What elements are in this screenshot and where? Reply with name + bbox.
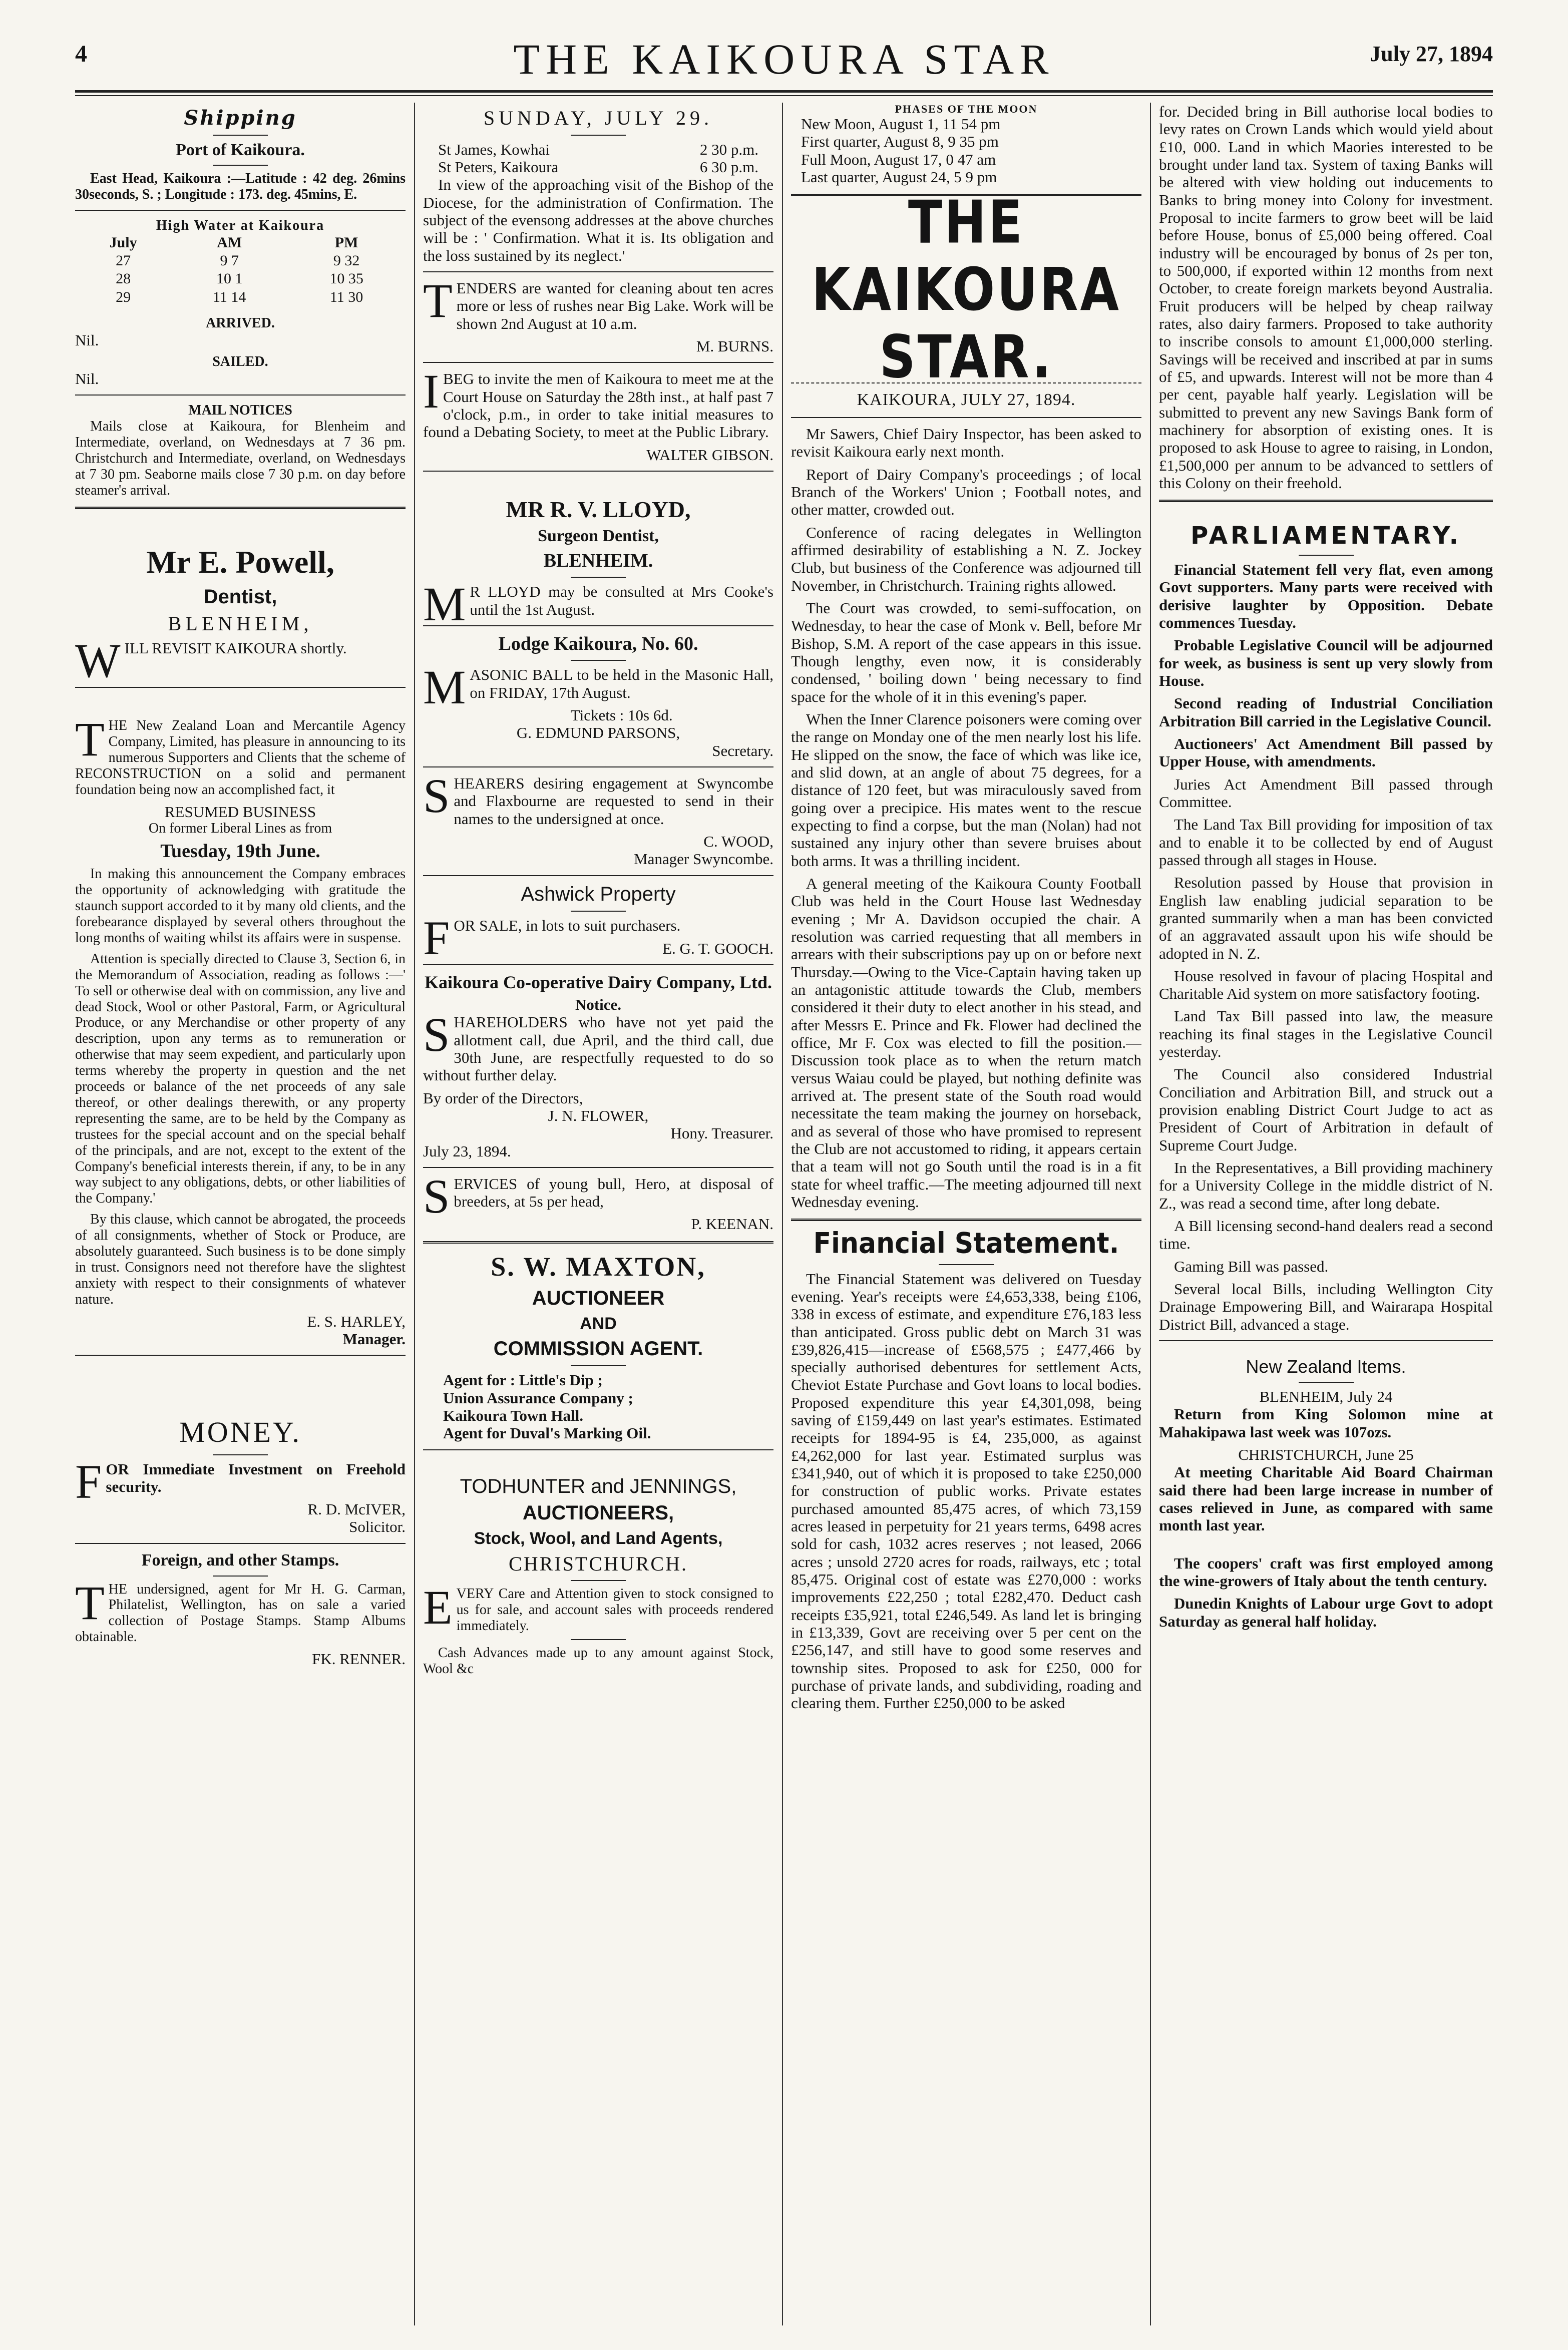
shearers-signature-title: Manager Swyncombe. <box>634 850 773 868</box>
ashwick-signature: E. G. T. GOOCH. <box>662 939 773 957</box>
parliamentary-paragraph: Auctioneers' Act Amendment Bill passed by Upper House, with amendments. <box>1159 734 1493 770</box>
news-paragraph: When the Inner Clarence poisoners were coming over the range on Monday one of the men nearly lost his life. He slipped on the snow, the face of which was like ice, and slid down, at an angle of about 75 degrees, for a distance of 120 feet, but was miraculously saved from going over a precipice. His mates went to the rescue expecting to find a corpse, but the man (Nolan) had not sustained any injury other than severe bruises about both arms. It was a thrilling incident. <box>791 710 1141 870</box>
column-2 <box>423 103 773 2325</box>
money-signature-name: R. D. McIVER, <box>307 1500 406 1518</box>
service-time: 6 30 p.m. <box>699 158 758 176</box>
divider <box>571 1580 626 1581</box>
parliamentary-paragraph: Probable Legislative Council will be adjourned for week, as business is sent up very slowly from House. <box>1159 636 1493 689</box>
divider <box>75 1355 406 1356</box>
table-cell: July <box>109 234 137 251</box>
moon-line: New Moon, August 1, 11 54 pm <box>801 115 1001 133</box>
sunday-text: In view of the approaching visit of the Bishop of the Diocese, for the administration of Confirmation. The subject of the evensong addresses at the above churches will be : ' Confirmation. What it is. Its obligation and the loss sustained by its neglect.' <box>423 176 773 264</box>
money-text: FOR Immediate Investment on Freehold security. <box>75 1454 406 1508</box>
divider <box>571 1365 626 1366</box>
debating-signature: WALTER GIBSON. <box>646 446 773 464</box>
divider <box>75 507 406 509</box>
financial-text: The Financial Statement was delivered on Tuesday evening. Year's receipts were £4,653,338, being £106, 338 in excess of estimate, and expenditure £76,183 less than anticipated. Gross public debt on March 31 was £39,826,415—increase of £568,575 ; £477,466 by specially authorised debentures for settlement Acts, Cheviot Estate Purchase and Govt loans to local bodies. Proposed expenditure this year £4,301,098, being saving of £159,449 on last year's estimates. Estimated receipts for 1894-95 is £4, 235,000, as against £4,262,000 for last year. Estimated surplus was £341,940, out of which it is proposed to take £250,000 for construction of public works. Private estates purchased amounted 85,475 acres, of which 73,159 acres leased in perpetuity for 21 years terms, 6498 acres sold for cash, 1032 acres reserves ; not leased, 2066 acres ; unsold 2720 acres for roads, railways, etc ; total 85,475. Original cost of estate was £270,000 : works improvements £22,250 ; total £282,470. Deduct cash receipts £35,921, total £246,549. As land let is bringing in £13,339, Govt are receiving over 5 per cent on the £256,147, and still have to good some reserves and township sites. Proposed to ask for £250, 000 for purchase of private lands, and subdividing, roading and clearing them. Further £250,000 to be asked <box>791 1270 1141 1712</box>
service-church: St Peters, Kaikoura <box>438 158 559 176</box>
arrived-label: ARRIVED. <box>206 315 275 331</box>
loan-signature-name: E. S. HARLEY, <box>307 1312 406 1330</box>
parliamentary-paragraph: Several local Bills, including Wellington City Drainage Empowering Bill, and Wairarapa Hospital District Bill, advanced a stage. <box>1159 1280 1493 1333</box>
service-row <box>423 141 773 158</box>
divider <box>571 1639 626 1640</box>
parliamentary-paragraph: The Land Tax Bill providing for imposition of tax and to enable it to be collected by end of August passed through all stages in House. <box>1159 816 1493 869</box>
news-paragraph: Report of Dairy Company's proceedings ; of local Branch of the Workers' Union ; Football notes, and other matter, crowded out. <box>791 465 1141 519</box>
divider <box>423 964 773 965</box>
divider <box>423 271 773 272</box>
todhunter-name: TODHUNTER and JENNINGS, <box>460 1475 737 1497</box>
table-cell: 10 1 <box>216 270 243 287</box>
divider <box>423 1167 773 1168</box>
dairy-title: Kaikoura Co-operative Dairy Company, Ltd. <box>424 972 772 992</box>
parliamentary-paragraph: In the Representatives, a Bill providing machinery for a University College in the middle district of N. Z., was read a second time, after long debate. <box>1159 1159 1493 1212</box>
financial-title: Financial Statement. <box>813 1227 1119 1261</box>
divider <box>423 471 773 472</box>
loan-date: Tuesday, 19th June. <box>160 840 320 862</box>
parliamentary-paragraph: Juries Act Amendment Bill passed through Committee. <box>1159 775 1493 811</box>
news-paragraph: The Court was crowded, to semi-suffocation, on Wednesday, to hear the case of Monk v. Bell, before Mr Bishop, S.M. A report of the case appears in this issue. Though lengthy, even now, it is considerably condensed, ' boiling down ' being necessary to find space for the whole of it in this evening's paper. <box>791 599 1141 705</box>
moon-title: PHASES OF THE MOON <box>895 103 1038 115</box>
loan-body-4: By this clause, which cannot be abrogated, the proceeds of all consignments, whether of Stock or Produce, are absolutely guaranteed. Such business is to be done simply in trust. Consignors need not therefore have the slightest anxiety with respect to their consignments of whatever nature. <box>75 1212 406 1307</box>
column-divider <box>782 103 783 2325</box>
financial-continued: for. Decided bring in Bill authorise local bodies to levy rates on Crown Lands which would yield about £10, 000. Land in which Maories interested to be brought under land tax. System of taxing Banks will be altered with view holding out inducements to Banks to bring money into Colony for investment. Proposal to incite farmers to grow beet will be laid before House, bonus of £5,000 being offered. Coal industry will be encouraged by bonus of 2s per ton, to 500,000, if exported within 12 months from next October, to create foreign markets beyond Australia. Fruit producers will be helped by cheap railway rates, also dairy farmers. Proposed to take authority to inscribe consols to amount £1,000,000 sterling. Savings will be received and inscribed at par in sums of £5, and upwards. Interest will not be more than 4 per cent, payable half yearly. Legislation will be submitted to prevent any new Savings Bank form of machinery for absorption of existing ones. It is proposed to ask House to agree to raising, in London, £1,500,000 per annum to be advanced to settlers of this Colony on their freehold. <box>1159 103 1493 492</box>
shipping-title: Shipping <box>184 106 297 130</box>
lodge-signature-name: G. EDMUND PARSONS, <box>516 724 680 742</box>
loan-signature-title: Manager. <box>342 1330 406 1348</box>
tenders-signature: M. BURNS. <box>696 337 773 355</box>
table-cell: 28 <box>116 270 131 287</box>
table-cell: PM <box>334 234 358 251</box>
table-cell: AM <box>217 234 242 251</box>
column-1 <box>75 103 406 2325</box>
lloyd-place: BLENHEIM. <box>543 550 653 572</box>
todhunter-line-1: AUCTIONEERS, <box>522 1502 674 1524</box>
dairy-date: July 23, 1894. <box>423 1142 511 1160</box>
stamps-signature: FK. RENNER. <box>312 1650 406 1668</box>
service-time: 2 30 p.m. <box>699 140 758 158</box>
stamps-title: Foreign, and other Stamps. <box>141 1550 339 1570</box>
maxton-line-1: AUCTIONEER <box>532 1287 665 1310</box>
todhunter-line-3: CHRISTCHURCH. <box>509 1552 688 1575</box>
hero-signature: P. KEENAN. <box>691 1215 773 1233</box>
lodge-text: MASONIC BALL to be held in the Masonic Hall, on FRIDAY, 17th August. <box>423 660 773 714</box>
divider <box>75 687 406 688</box>
parliamentary-title: PARLIAMENTARY. <box>1191 522 1461 550</box>
divider <box>75 395 406 396</box>
money-signature-title: Solicitor. <box>349 1518 406 1536</box>
divider <box>939 1264 994 1265</box>
news-paragraph: Mr Sawers, Chief Dairy Inspector, has been asked to revisit Kaikoura early next month. <box>791 425 1141 461</box>
divider <box>423 625 773 626</box>
powell-text: WILL REVISIT KAIKOURA shortly. <box>75 633 347 687</box>
loan-body-3: Attention is specially directed to Clause 3, Section 6, in the Memorandum of Association, reading as follows :—' To sell or otherwise deal with on commission, any live and dead Stock, Wool or other Pastoral, Farm, or Agricultural Produce, or any Merchandise or other property of any description, upon any terms as to remuneration or otherwise that may seem expedient, and particularly upon terms whereby the property in question and the net proceeds or balance of the net proceeds of any sale thereof, or other dealings therewith, or any property representing the same, are to be held by the Company as trustees for the special account and on the special behalf of the principals, and are not, except to the extent of the Company's beneficial interests therein, if any, to be in any way subject to any obligations, debts, or other liabilities of the Company.' <box>75 951 406 1207</box>
loan-body-1: THE New Zealand Loan and Mercantile Agency Company, Limited, has pleasure in announcing to its numerous Supporters and Clients that the scheme of RECONSTRUCTION on a solid and permanent foundation being now an accomplished fact, it <box>75 712 406 798</box>
header-rule-thin <box>75 95 1493 96</box>
lodge-title: Lodge Kaikoura, No. 60. <box>498 633 698 654</box>
divider <box>213 135 268 136</box>
dairy-text: SHAREHOLDERS who have not yet paid the allotment call, due April, and the third call, due 30th June, are respectfully requested to do so without further delay. <box>423 1008 773 1084</box>
table-cell: 9 32 <box>333 252 360 269</box>
column-divider <box>414 103 415 2325</box>
todhunter-cash: Cash Advances made up to any amount against Stock, Wool &c <box>423 1645 773 1677</box>
loan-on-former: On former Liberal Lines as from <box>148 821 332 837</box>
sailed-value: Nil. <box>75 369 99 387</box>
lloyd-title: Surgeon Dentist, <box>538 527 659 546</box>
sailed-label: SAILED. <box>212 354 268 370</box>
maxton-line-3: COMMISSION AGENT. <box>493 1337 703 1360</box>
header-rule <box>75 90 1493 93</box>
table-cell: 27 <box>116 252 131 269</box>
todhunter-text: EVERY Care and Attention given to stock consigned to us for sale, and account sales with proceeds rendered immediately. <box>423 1581 773 1635</box>
maxton-agent-line: Agent for Duval's Marking Oil. <box>443 1424 651 1442</box>
divider <box>423 766 773 767</box>
nz-item-text: At meeting Charitable Aid Board Chairman said there had been large increase in number of cases relieved in June, as compared with same month last year. <box>1159 1463 1493 1534</box>
lodge-tickets: Tickets : 10s 6d. <box>570 706 673 724</box>
dairy-by-order: By order of the Directors, <box>423 1089 583 1107</box>
divider <box>791 1219 1141 1221</box>
lloyd-name: MR R. V. LLOYD, <box>506 496 691 522</box>
divider <box>571 577 626 578</box>
parliamentary-paragraph: Second reading of Industrial Conciliation Arbitration Bill carried in the Legislative Council. <box>1159 694 1493 730</box>
parliamentary-paragraph: The Council also considered Industrial Conciliation and Arbitration Bill, and struck out a provision enabling District Court Judge to act as President of Court of Arbitration in default of Supreme Court Judge. <box>1159 1065 1493 1154</box>
maxton-agent-line: Agent for : Little's Dip ; <box>443 1371 603 1389</box>
parliamentary-paragraph: Land Tax Bill passed into law, the measure reaching its final stages in the Legislative Council yesterday. <box>1159 1007 1493 1061</box>
divider <box>571 911 626 912</box>
tail-paragraph: The coopers' craft was first employed among the wine-growers of Italy about the tenth century. <box>1159 1554 1493 1590</box>
news-paragraph: Conference of racing delegates in Wellington affirmed desirability of establishing a N. Z. Jockey Club, but business of the Conference was adjourned till November, in Christchurch. Training rights allowed. <box>791 523 1141 594</box>
lloyd-text: MR LLOYD may be consulted at Mrs Cooke's until the 1st August. <box>423 577 773 631</box>
service-row <box>423 158 773 176</box>
divider <box>571 660 626 661</box>
divider <box>423 362 773 363</box>
nz-items-title: New Zealand Items. <box>1246 1356 1406 1377</box>
hero-text: SERVICES of young bull, Hero, at disposal of breeders, at 5s per head, <box>423 1169 773 1223</box>
service-church: St James, Kowhai <box>438 140 550 158</box>
table-cell: 9 7 <box>220 252 239 269</box>
shearers-signature-name: C. WOOD, <box>703 832 773 850</box>
parliamentary-paragraph: A Bill licensing second-hand dealers read a second time. <box>1159 1217 1493 1253</box>
divider <box>1299 555 1354 556</box>
table-cell: 11 30 <box>329 288 363 305</box>
divider <box>423 875 773 876</box>
divider <box>1299 1382 1354 1383</box>
powell-title: Dentist, <box>203 585 277 608</box>
maxton-line-2: AND <box>580 1314 617 1333</box>
parliamentary-paragraph: Financial Statement fell very flat, even among Govt supporters. Many parts were received with derisive laughter by Opposition. Debate commences Tuesday. <box>1159 560 1493 631</box>
table-cell: 10 35 <box>329 270 363 287</box>
table-row <box>75 252 406 270</box>
parliamentary-paragraph: House resolved in favour of placing Hospital and Charitable Aid system on more satisfactory footing. <box>1159 967 1493 1003</box>
header-date: July 27, 1894 <box>1370 42 1493 66</box>
maxton-agent-line: Kaikoura Town Hall. <box>443 1406 583 1424</box>
lodge-signature-title: Secretary. <box>712 741 773 759</box>
editorial-dateline: KAIKOURA, JULY 27, 1894. <box>857 390 1076 410</box>
table-header-row <box>75 234 406 252</box>
news-paragraph: A general meeting of the Kaikoura County Football Club was held in the Court House last Wednesday evening ; Mr A. Davidson occupied the chair. A resolution was carried requesting that all members in arrears with their subscriptions pay up on or before next Thursday.—Owing to the Vice-Captain having taken up an antagonistic attitude towards the Club, members considered it their duty to elect another in his stead, and after Messrs E. Prince and Fk. Flower had declined the office, Mr F. Cox was elected to fill the position.—Discussion took place as to when the return match versus Waiau could be played, but nothing definite was arrived at. The present state of the South road would necessitate the team making the journey on horseback, and as several of those who have promised to represent the Club are not accustomed to riding, it appears certain that a team will not go South until the road is in a fit state for wheel traffic.—The meeting adjourned till next Wednesday evening. <box>791 875 1141 1211</box>
parliamentary-paragraph: Gaming Bill was passed. <box>1174 1257 1329 1275</box>
sunday-title: SUNDAY, JULY 29. <box>483 107 713 129</box>
money-title: MONEY. <box>179 1416 301 1449</box>
divider <box>213 165 268 166</box>
column-4 <box>1159 103 1493 2325</box>
divider <box>423 1241 773 1244</box>
divider <box>75 1543 406 1544</box>
dairy-notice: Notice. <box>575 995 622 1013</box>
shearers-text: SHEARERS desiring engagement at Swyncombe and Flaxbourne are requested to send in their names to the undersigned at once. <box>423 768 773 828</box>
nz-item-text: Return from King Solomon mine at Mahakipawa last week was 107ozs. <box>1159 1405 1493 1441</box>
moon-line: Last quarter, August 24, 5 9 pm <box>801 168 997 186</box>
divider <box>213 1576 268 1577</box>
divider <box>1159 1340 1493 1341</box>
debating-text: IBEG to invite the men of Kaikoura to meet me at the Court House on Saturday the 28th inst., at half past 7 o'clock, p.m., in order to take initial measures to found a Debating Society, to meet at the Public Library. <box>423 364 773 441</box>
moon-line: Full Moon, August 17, 0 47 am <box>801 150 996 168</box>
powell-name: Mr E. Powell, <box>146 544 334 580</box>
divider <box>75 210 406 211</box>
editorial-logo: THE KAIKOURA STAR. <box>812 188 1121 392</box>
page-header <box>75 30 1493 85</box>
masthead: THE KAIKOURA STAR <box>513 35 1055 83</box>
moon-line: First quarter, August 8, 9 35 pm <box>801 133 999 151</box>
divider <box>423 1449 773 1450</box>
loan-body-2: In making this announcement the Company embraces the opportunity of acknowledging with gratitude the staunch support accorded to it by many old clients, and the forebearance displayed by several others throughout the long months of waiting whilst its affairs were in suspense. <box>75 866 406 946</box>
maxton-agent-line: Union Assurance Company ; <box>443 1389 633 1407</box>
divider <box>213 1454 268 1455</box>
divider <box>571 135 626 136</box>
parliamentary-paragraph: Resolution passed by House that provision in English law enabling judicial separation to be granted summarily when a man has been convicted of an aggravated assault upon his wife should be adopted in N. Z. <box>1159 874 1493 962</box>
stamps-text: THE undersigned, agent for Mr H. G. Carman, Philatelist, Wellington, has on sale a varied collection of Postage Stamps. Stamp Albums obtainable. <box>75 1576 406 1645</box>
divider <box>1159 500 1493 502</box>
tail-paragraph: Dunedin Knights of Labour urge Govt to adopt Saturday as general half holiday. <box>1159 1595 1493 1630</box>
table-cell: 11 14 <box>213 288 246 305</box>
port-heading: Port of Kaikoura. <box>176 140 305 159</box>
page-number: 4 <box>75 41 87 67</box>
table-cell: 29 <box>116 288 131 305</box>
todhunter-line-2: Stock, Wool, and Land Agents, <box>474 1528 723 1548</box>
port-position: East Head, Kaikoura :—Latitude : 42 deg. 26mins 30seconds, S. ; Longitude : 173. deg. 45mins, E. <box>75 171 406 203</box>
dairy-signature-name: J. N. FLOWER, <box>548 1106 649 1124</box>
maxton-name: S. W. MAXTON, <box>491 1251 706 1282</box>
dairy-signature-title: Hony. Treasurer. <box>670 1124 773 1142</box>
nz-item-head: CHRISTCHURCH, June 25 <box>1238 1446 1414 1464</box>
loan-resumed: RESUMED BUSINESS <box>164 803 316 821</box>
ashwick-text: FOR SALE, in lots to suit purchasers. <box>423 911 681 965</box>
mail-notices-title: MAIL NOTICES <box>188 403 292 419</box>
tide-title: High Water at Kaikoura <box>156 218 325 234</box>
powell-place: BLENHEIM, <box>168 612 313 635</box>
column-divider <box>1150 103 1151 2325</box>
mail-notices-text: Mails close at Kaikoura, for Blenheim and Intermediate, overland, on Wednesdays at 7 36 pm. Christchurch and Intermediate, overland, on Wednesdays at 7 30 pm. Seaborne mails close 7 30 p.m. on day before steamer's arrival. <box>75 419 406 498</box>
tenders-text: TENDERS are wanted for cleaning about ten acres more or less of rushes near Big Lake. Work will be shown 2nd August at 10 a.m. <box>423 273 773 332</box>
nz-item-head: BLENHEIM, July 24 <box>1259 1388 1393 1406</box>
column-3 <box>791 103 1141 2325</box>
ashwick-title: Ashwick Property <box>521 883 676 905</box>
arrived-value: Nil. <box>75 331 99 349</box>
table-row <box>75 288 406 306</box>
divider <box>791 417 1141 418</box>
table-row <box>75 270 406 288</box>
tide-table <box>75 234 406 306</box>
